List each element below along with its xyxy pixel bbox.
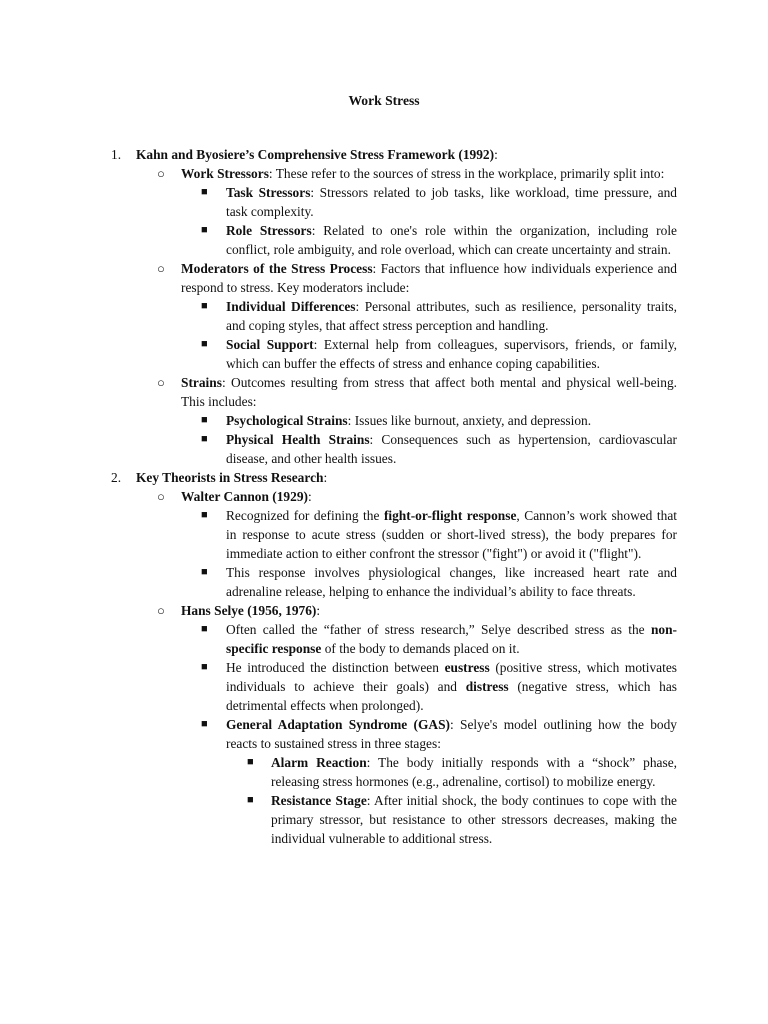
hollow-circle-bullet: ○: [157, 489, 165, 504]
term: Psychological Strains: [226, 413, 348, 428]
list-item-physical-health-strains: [0, 430, 768, 468]
section-title: Key Theorists in Stress Research: [136, 470, 324, 485]
term: General Adaptation Syndrome (GAS): [226, 717, 451, 732]
list-item-hans-selye: ○ Hans Selye (1956, 1976):: [157, 603, 321, 618]
list-item-psychological-strains: [0, 411, 768, 430]
description: : These refer to the sources of stress in the workplace, primarily split into:: [268, 166, 665, 181]
term: eustress: [444, 660, 490, 675]
term: Work Stressors: [181, 166, 269, 181]
list-item-moderators: [0, 259, 768, 297]
square-bullet: ■: [247, 756, 254, 768]
description: : Personal attributes, such as resilience, personality traits, and coping styles, that affect stress perception and handling.: [226, 299, 677, 333]
square-bullet: ■: [201, 661, 208, 673]
term: Role Stressors: [226, 223, 312, 238]
description: : After initial shock, the body continues to cope with the primary stressor, but resistance to other stressors decreases, making the individual vulnerable to additional stress.: [271, 793, 677, 846]
description: This response involves physiological changes, like increased heart rate and adrenaline release, helping to enhance the individual’s ability to face threats.: [226, 565, 677, 599]
list-item-fight-or-flight: ■ Recognized for defining the fight-or-flight response, Cannon’s work showed that in response to acute stress (sudden or short-lived stress), the body prepares for immediate action to either confront the stressor ("fight") or avoid it ("flight").: [201, 508, 677, 561]
square-bullet: ■: [201, 509, 208, 521]
term: Alarm Reaction: [271, 755, 367, 770]
list-item-eustress-distress: ■ He introduced the distinction between eustress (positive stress, which motivates individuals to achieve their goals) and distress (negative stress, which has detrimental effects when prolonged).: [201, 660, 677, 713]
description: : Outcomes resulting from stress that affect both mental and physical well-being. This includes:: [181, 375, 677, 409]
square-bullet: ■: [201, 566, 208, 578]
list-item-resistance-stage: [0, 791, 768, 848]
term: Hans Selye (1956, 1976): [181, 603, 317, 618]
description: : Stressors related to job tasks, like workload, time pressure, and task complexity.: [226, 185, 677, 219]
square-bullet: ■: [201, 414, 208, 426]
section-title: Kahn and Byosiere’s Comprehensive Stress Framework (1992): [136, 147, 495, 162]
list-item-role-stressors: [0, 221, 768, 259]
term: fight-or-flight response: [383, 508, 517, 523]
list-item-alarm-reaction: [0, 753, 768, 791]
list-item-general-adaptation-syndrome: [0, 715, 768, 753]
list-item-task-stressors: [0, 183, 768, 221]
list-item-walter-cannon: ○ Walter Cannon (1929):: [157, 489, 312, 504]
square-bullet: ■: [201, 338, 208, 350]
square-bullet: ■: [201, 718, 208, 730]
term: Individual Differences: [226, 299, 356, 314]
hollow-circle-bullet: ○: [157, 166, 165, 181]
term: Physical Health Strains: [226, 432, 370, 447]
term: non-specific response: [226, 622, 677, 656]
description: : The body initially responds with a “shock” phase, releasing stress hormones (e.g., adrenaline, cortisol) to mobilize energy.: [271, 755, 677, 789]
description: : Factors that influence how individuals experience and respond to stress. Key moderators include:: [181, 261, 677, 295]
list-item-work-stressors: [0, 164, 768, 183]
term: Strains: [181, 375, 222, 390]
description: : Selye's model outlining how the body reacts to sustained stress in three stages:: [226, 717, 677, 751]
square-bullet: ■: [201, 186, 208, 198]
list-item-social-support: [0, 335, 768, 373]
description: : Related to one's role within the organization, including role conflict, role ambiguity, and role overload, which can create uncertainty and strain.: [226, 223, 677, 257]
term: Walter Cannon (1929): [181, 489, 308, 504]
square-bullet: ■: [247, 794, 254, 806]
square-bullet: ■: [201, 300, 208, 312]
term: Resistance Stage: [271, 793, 367, 808]
square-bullet: ■: [201, 433, 208, 445]
hollow-circle-bullet: ○: [157, 261, 165, 276]
square-bullet: ■: [201, 224, 208, 236]
list-item-strains: [0, 373, 768, 411]
section-1-heading: 1. Kahn and Byosiere’s Comprehensive Stress Framework (1992):: [111, 147, 498, 162]
list-number: 2.: [111, 470, 122, 485]
list-item-physiological-changes: [0, 563, 768, 601]
list-number: 1.: [111, 147, 122, 162]
description: : Consequences such as hypertension, cardiovascular disease, and other health issues.: [226, 432, 677, 466]
document-title: Work Stress: [348, 93, 420, 108]
description: : Issues like burnout, anxiety, and depression.: [347, 413, 592, 428]
list-item-individual-differences: [0, 297, 768, 335]
document-body: [0, 145, 768, 848]
hollow-circle-bullet: ○: [157, 375, 165, 390]
term: Moderators of the Stress Process: [181, 261, 373, 276]
section-2-heading: 2. Key Theorists in Stress Research:: [111, 470, 328, 485]
term: distress: [465, 679, 509, 694]
square-bullet: ■: [201, 623, 208, 635]
term: Social Support: [226, 337, 314, 352]
hollow-circle-bullet: ○: [157, 603, 165, 618]
term: Task Stressors: [226, 185, 311, 200]
description: : External help from colleagues, supervisors, friends, or family, which can buffer the effects of stress and enhance coping capabilities.: [226, 337, 677, 371]
list-item-father-of-stress-research: ■ Often called the “father of stress research,” Selye described stress as the non-specific response of the body to demands placed on it.: [201, 622, 677, 656]
